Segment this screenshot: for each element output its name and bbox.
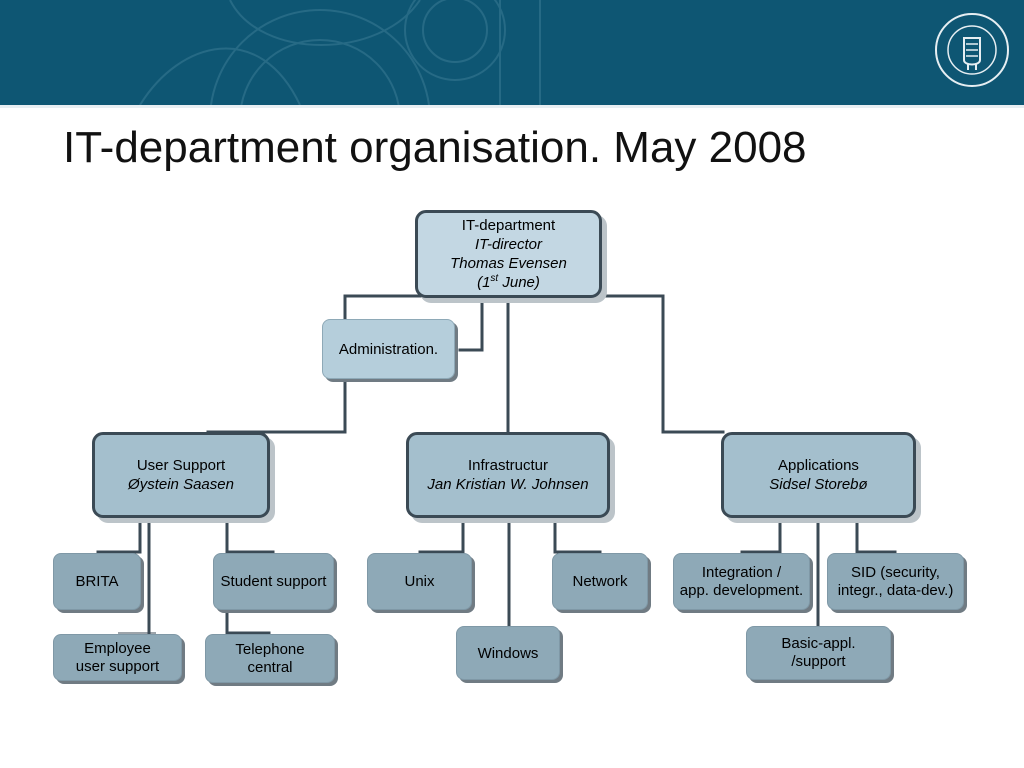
integration-label-line2: app. development. — [679, 581, 804, 599]
student-support-label: Student support — [220, 573, 327, 590]
box-it-department — [415, 210, 602, 298]
connector-admin-usersupport — [208, 380, 345, 432]
connector-top-admin-left — [345, 296, 420, 320]
slide-title: IT-department organisation. May 2008 — [63, 123, 807, 172]
connector-us-student — [227, 518, 273, 552]
connector-us-brita — [98, 518, 140, 552]
sid-label-line2: integr., data-dev.) — [837, 581, 954, 599]
brita-label: BRITA — [75, 573, 119, 590]
connector-top-applications — [601, 296, 723, 432]
telephone-label-line2: central — [247, 658, 293, 676]
box-student-support — [213, 553, 334, 610]
user-support-label: User Support — [136, 457, 226, 474]
integration-label-line1: Integration / — [701, 563, 782, 581]
employee-label-line2: user support — [75, 657, 160, 675]
box-network — [552, 553, 648, 610]
telephone-label-line1: Telephone — [235, 640, 305, 658]
basic-label-line2: /support — [791, 653, 846, 670]
sid-label-line1: SID (security, — [851, 563, 940, 581]
connector-top-admin — [460, 297, 482, 350]
box-sid — [827, 553, 964, 610]
user-support-head: Øystein Saasen — [128, 476, 234, 493]
it-director-label: IT-director — [475, 236, 542, 253]
connector-infra-network — [555, 518, 600, 552]
director-name: Thomas Evensen — [450, 255, 567, 272]
basic-label-line1: Basic-appl. — [781, 635, 856, 652]
box-applications — [721, 432, 916, 518]
infrastructure-head: Jan Kristian W. Johnsen — [427, 476, 589, 493]
box-basic-appl — [746, 626, 891, 680]
network-label: Network — [572, 573, 628, 590]
box-telephone-central — [205, 634, 335, 683]
box-user-support — [92, 432, 270, 518]
infrastructure-label: Infrastructur — [467, 457, 549, 474]
box-administration — [322, 319, 455, 379]
box-employee-user-support — [53, 634, 182, 681]
box-unix — [367, 553, 472, 610]
start-date: (1st June) — [477, 273, 540, 291]
unix-label: Unix — [404, 573, 435, 590]
connector-app-sid — [857, 518, 895, 552]
windows-label: Windows — [477, 644, 539, 662]
applications-head: Sidsel Storebø — [769, 476, 868, 493]
box-infrastructure — [406, 432, 610, 518]
connector-infra-unix — [420, 518, 463, 552]
it-department-label: IT-department — [461, 217, 556, 234]
connector-app-integration — [742, 518, 780, 552]
administration-label: Administration. — [338, 340, 439, 358]
applications-label: Applications — [778, 457, 859, 474]
box-windows — [456, 626, 560, 680]
box-integration — [673, 553, 810, 610]
employee-label-line1: Employee — [84, 639, 151, 657]
box-brita — [53, 553, 141, 610]
